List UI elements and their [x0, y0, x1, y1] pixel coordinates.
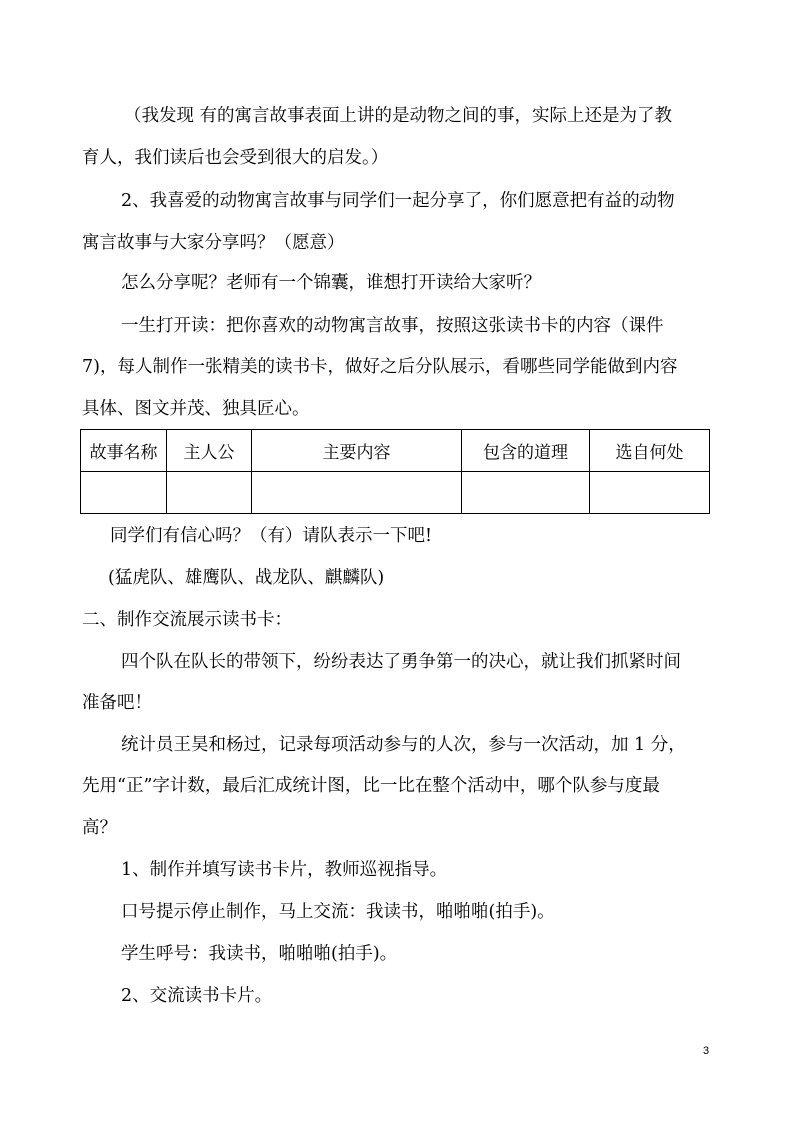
paragraph-line: 统计员王昊和杨过，记录每项活动参与的人次，参与一次活动，加 1 分，: [121, 735, 686, 755]
paragraph-line: (猛虎队、雄鹰队、战龙队、麒麟队): [108, 568, 385, 588]
paragraph-line: 寓言故事与大家分享吗？（愿意）: [82, 233, 345, 253]
reading-card-table: [80, 429, 710, 514]
table-cell-empty: [590, 472, 710, 514]
table-cell-empty: [462, 472, 590, 514]
table-header-cell: 主要内容: [252, 430, 462, 472]
paragraph-line: 先用“正”字计数，最后汇成统计图，比一比在整个活动中，哪个队参与度最: [82, 776, 660, 796]
paragraph-line: 7)，每人制作一张精美的读书卡，做好之后分队展示，看哪些同学能做到内容: [82, 357, 678, 377]
table-cell-empty: [252, 472, 462, 514]
table-cell-empty: [167, 472, 252, 514]
paragraph-line: 学生呼号：我读书，啪啪啪(拍手)。: [121, 944, 398, 964]
table-header-cell: 包含的道理: [462, 430, 590, 472]
paragraph-line: 高？: [82, 818, 117, 838]
page-number: 3: [703, 1045, 710, 1057]
table-row: [81, 472, 710, 514]
paragraph-line: 2、交流读书卡片。: [121, 986, 273, 1006]
paragraph-line: 四个队在队长的带领下，纷纷表达了勇争第一的决心，就让我们抓紧时间: [121, 652, 681, 672]
table-header-row: [81, 430, 710, 472]
paragraph-line: 1、制作并填写读书卡片，教师巡视指导。: [121, 860, 448, 880]
paragraph-line: 2、我喜爱的动物寓言故事与同学们一起分享了，你们愿意把有益的动物: [121, 191, 675, 211]
paragraph-line: 同学们有信心吗？（有）请队表示一下吧!: [110, 526, 433, 546]
paragraph-line: 准备吧！: [82, 693, 152, 713]
table-cell-empty: [81, 472, 167, 514]
paragraph-line: （我发现 有的寓言故事表面上讲的是动物之间的事，实际上还是为了教: [124, 106, 673, 126]
table-header-cell: 选自何处: [590, 430, 710, 472]
paragraph-line: 具体、图文并茂、独具匠心。: [82, 399, 310, 419]
paragraph-line: 怎么分享呢？老师有一个锦囊，谁想打开读给大家听？: [121, 273, 541, 293]
paragraph-line: 育人，我们读后也会受到很大的启发。）: [82, 148, 389, 168]
table-header-cell: 故事名称: [81, 430, 167, 472]
section-heading: 二、制作交流展示读书卡：: [82, 610, 292, 630]
paragraph-line: 一生打开读：把你喜欢的动物寓言故事，按照这张读书卡的内容（课件: [121, 316, 664, 336]
paragraph-line: 口号提示停止制作，马上交流：我读书，啪啪啪(拍手)。: [121, 902, 555, 922]
table-header-cell: 主人公: [167, 430, 252, 472]
